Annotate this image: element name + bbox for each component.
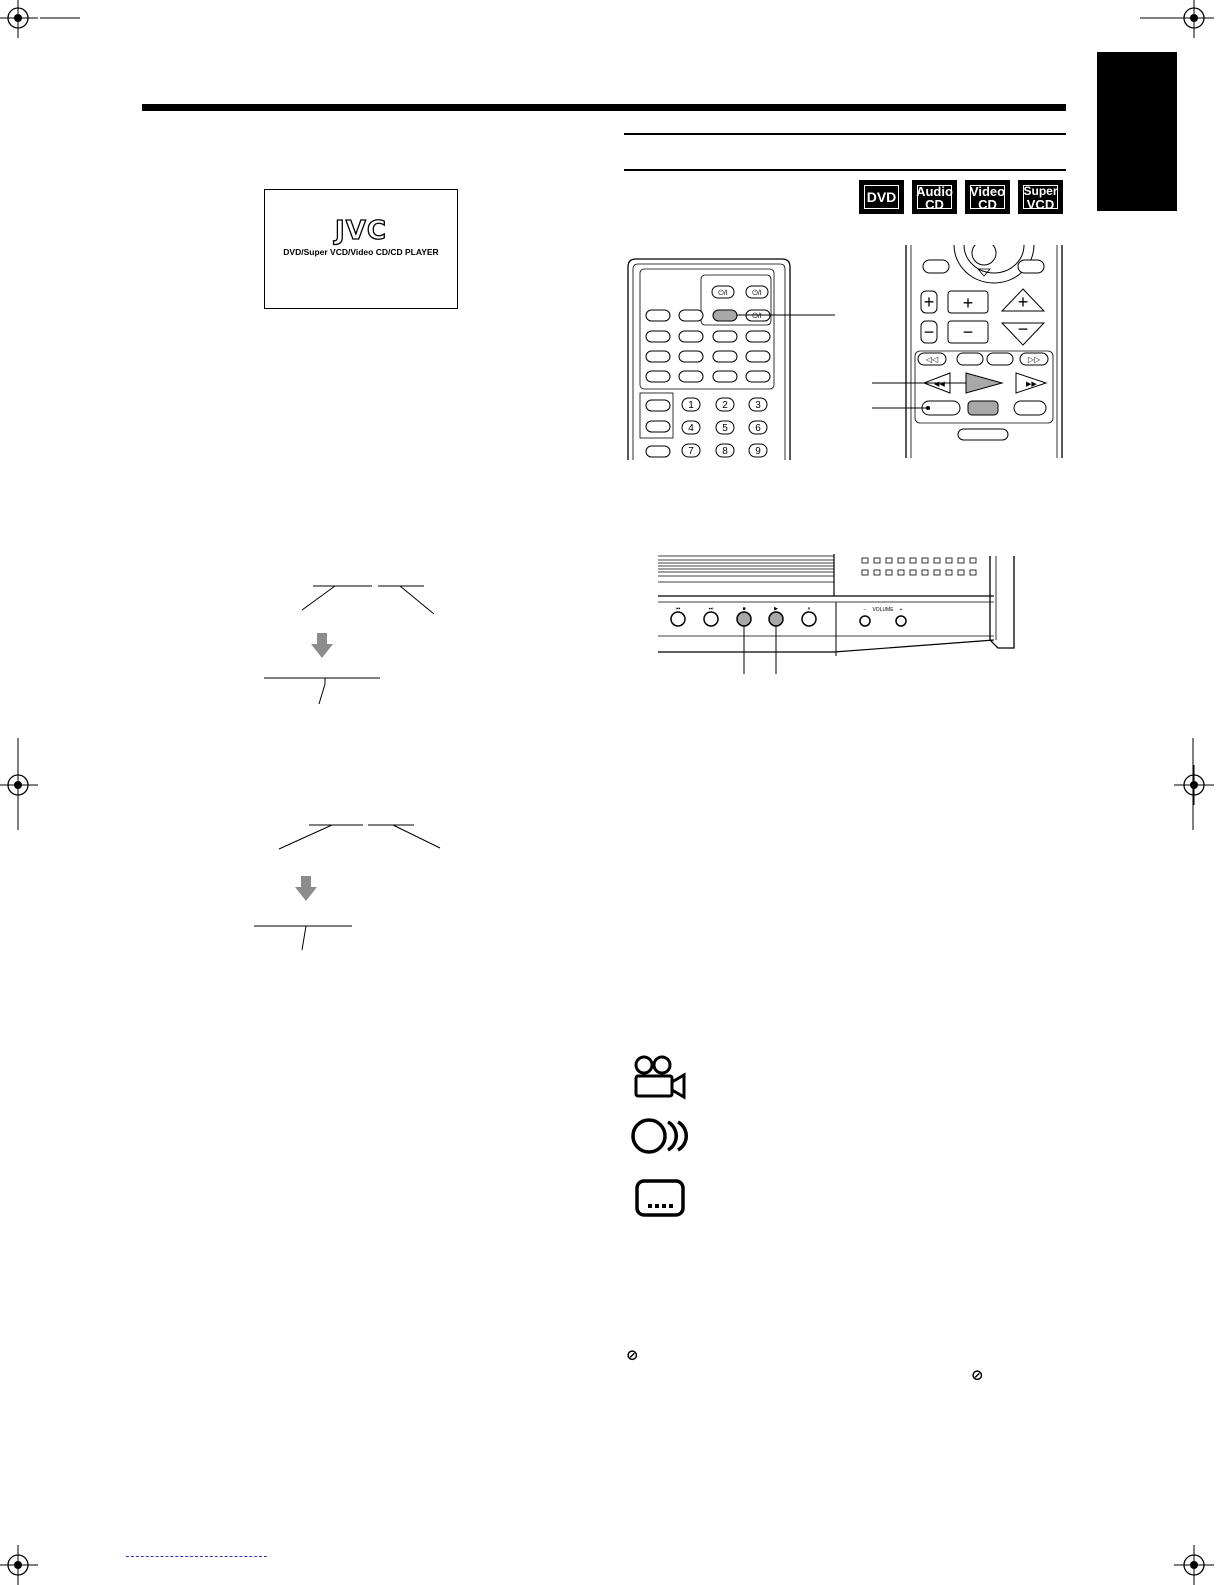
product-line-text: DVD/Super VCD/Video CD/CD PLAYER xyxy=(283,247,439,257)
registration-mark-icon xyxy=(1174,0,1214,38)
registration-mark-icon xyxy=(1174,765,1214,805)
badge-audio-cd-line1: Audio xyxy=(916,184,953,199)
badge-video-cd-line2: CD xyxy=(978,197,997,212)
badge-video-cd-line1: Video xyxy=(969,184,1006,199)
camera-angle-icon xyxy=(630,1054,688,1100)
svg-text:■: ■ xyxy=(742,606,746,612)
badge-audio-cd xyxy=(912,180,957,214)
registration-mark-icon xyxy=(1174,1545,1214,1585)
registration-mark-icon xyxy=(0,765,38,805)
num-key-3: 3 xyxy=(755,400,761,411)
svg-text:▶▶: ▶▶ xyxy=(1026,381,1037,388)
svg-text:⏻/I: ⏻/I xyxy=(752,313,762,320)
down-arrow-icon xyxy=(310,633,334,659)
num-key-7: 7 xyxy=(688,446,694,457)
language-tab xyxy=(1097,52,1177,211)
svg-text:▶: ▶ xyxy=(774,606,778,612)
subtitle-icon xyxy=(634,1178,686,1218)
badge-video-cd xyxy=(965,180,1010,214)
badge-dvd xyxy=(859,180,904,214)
remote-control-top xyxy=(624,255,844,460)
volume-minus-label: − xyxy=(863,607,867,613)
svg-text:▷▷: ▷▷ xyxy=(1027,355,1041,364)
volume-plus-label: + xyxy=(899,607,903,613)
num-key-8: 8 xyxy=(722,446,728,457)
prohibited-icon: ⊘ xyxy=(626,1346,639,1364)
plus-key-triangle: + xyxy=(1017,292,1029,312)
badge-audio-cd-line2: CD xyxy=(925,197,944,212)
down-arrow-icon xyxy=(294,876,318,902)
heading-rule xyxy=(142,104,1066,111)
badge-super-vcd xyxy=(1018,180,1063,214)
minus-key-small: − xyxy=(923,322,935,342)
svg-text:◀◀: ◀◀ xyxy=(934,381,945,388)
minus-key: − xyxy=(962,322,974,342)
num-key-2: 2 xyxy=(722,400,728,411)
audio-language-icon xyxy=(630,1114,690,1158)
registration-mark-icon xyxy=(0,0,38,38)
badge-super-vcd-line2: VCD xyxy=(1026,197,1055,212)
svg-text:⏸: ⏸ xyxy=(807,606,811,612)
volume-label: VOLUME xyxy=(872,607,894,613)
num-key-1: 1 xyxy=(688,400,694,411)
svg-text:⏮: ⏮ xyxy=(675,606,681,612)
callout-diagram-2 xyxy=(250,820,450,960)
num-key-6: 6 xyxy=(755,423,761,434)
front-panel xyxy=(654,552,1024,682)
startup-screen xyxy=(264,189,458,309)
svg-text:⏭: ⏭ xyxy=(708,606,714,612)
svg-text:◁◁: ◁◁ xyxy=(925,355,939,364)
registration-mark-icon xyxy=(0,1545,38,1585)
remote-control-transport xyxy=(866,245,1066,460)
section-rule-top xyxy=(624,133,1066,135)
prohibited-icon: ⊘ xyxy=(971,1366,984,1384)
num-key-5: 5 xyxy=(722,423,728,434)
num-key-4: 4 xyxy=(688,423,694,434)
plus-key: + xyxy=(962,293,974,313)
badge-dvd-label: DVD xyxy=(866,189,897,205)
svg-text:⏻/I: ⏻/I xyxy=(718,290,728,297)
num-key-9: 9 xyxy=(755,446,761,457)
jvc-logo: JVC xyxy=(335,216,387,246)
badge-super-vcd-line1: Super xyxy=(1023,184,1058,198)
section-rule-bottom xyxy=(624,169,1066,171)
minus-key-triangle: − xyxy=(1017,319,1029,339)
plus-key-small: + xyxy=(923,292,935,312)
svg-text:⏻/I: ⏻/I xyxy=(752,290,762,297)
callout-diagram-1 xyxy=(250,580,450,710)
footer-link[interactable] xyxy=(126,1556,267,1558)
